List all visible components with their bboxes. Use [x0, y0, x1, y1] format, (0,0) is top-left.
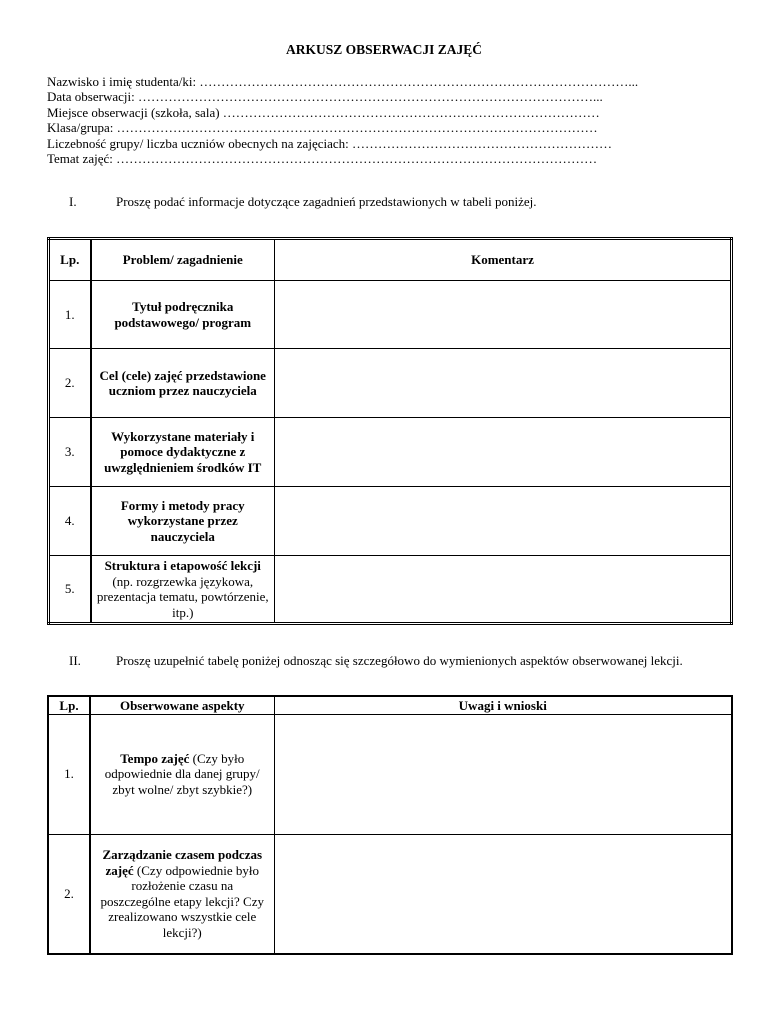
form-fields	[47, 74, 638, 166]
header-remarks: Uwagi i wnioski	[274, 696, 732, 714]
table-row	[49, 556, 732, 624]
row-number: 4.	[49, 487, 91, 556]
row-number: 2.	[49, 349, 91, 418]
remarks-cell[interactable]	[274, 714, 732, 834]
row-topic	[91, 487, 275, 556]
table-row	[48, 834, 732, 954]
row-aspect-bold: Zarządzanie czasem podczas zajęć	[102, 847, 263, 878]
comment-cell[interactable]	[275, 487, 732, 556]
row-topic	[91, 349, 275, 418]
field-observation-place[interactable]: Miejsce obserwacji (szkoła, sala) ……………………………………………………………………………	[47, 104, 600, 120]
section1-instruction: Proszę podać informacje dotyczące zagadnień przedstawionych w tabeli poniżej.	[116, 194, 537, 209]
table-row	[49, 281, 732, 349]
header-lp: Lp.	[49, 239, 91, 281]
comment-cell[interactable]	[275, 556, 732, 624]
field-student-name[interactable]: Nazwisko i imię studenta/ki: ………………………………………………………………………………………...	[47, 74, 639, 89]
row-aspect	[90, 714, 274, 834]
field-observation-date[interactable]: Data obserwacji: ……………………………………………………………………………………………...	[47, 89, 603, 105]
table-header-row	[49, 239, 732, 281]
header-problem: Problem/ zagadnienie	[91, 239, 275, 281]
row-number: 1.	[49, 281, 91, 349]
row-number: 1.	[48, 714, 90, 834]
row-aspect-normal: (Czy było odpowiednie dla danej grupy/ zbyt wolne/ zbyt szybkie?)	[104, 750, 260, 797]
comment-cell[interactable]	[275, 349, 732, 418]
comment-cell[interactable]	[275, 418, 732, 487]
row-topic-bold: Wykorzystane materiały i pomoce dydaktyczne z uwzględnieniem środków IT	[104, 428, 262, 475]
field-class-group[interactable]: Klasa/grupa: …………………………………………………………………………………………………	[47, 120, 598, 136]
section1-number: I.	[69, 194, 77, 209]
row-aspect	[90, 834, 274, 954]
section2-number: II.	[69, 653, 81, 668]
observation-table-1	[47, 237, 733, 625]
row-aspect-normal: (Czy odpowiednie było rozłożenie czasu na poszczególne etapy lekcji? Czy zrealizowano wszystkie cele lekcji?)	[100, 862, 264, 940]
row-topic	[91, 556, 275, 624]
header-comment: Komentarz	[275, 239, 732, 281]
field-lesson-topic[interactable]: Temat zajęć: …………………………………………………………………………………………………	[47, 150, 598, 166]
remarks-cell[interactable]	[274, 834, 732, 954]
row-topic-bold: Cel (cele) zajęć przedstawione uczniom przez nauczyciela	[99, 367, 266, 398]
row-topic-bold: Struktura i etapowość lekcji	[104, 558, 261, 573]
row-topic-bold: Tytuł podręcznika podstawowego/ program	[114, 299, 252, 330]
table-row	[49, 418, 732, 487]
row-topic	[91, 281, 275, 349]
row-aspect-bold: Tempo zajęć	[120, 750, 190, 766]
header-lp: Lp.	[48, 696, 90, 714]
row-topic-normal: (np. rozgrzewka językowa, prezentacja tematu, powtórzenie, itp.)	[96, 573, 269, 620]
section2-instruction: Proszę uzupełnić tabelę poniżej odnosząc się szczegółowo do wymienionych aspektów obserwowanej lekcji.	[116, 653, 683, 668]
table-row	[48, 714, 732, 834]
row-topic-bold: Formy i metody pracy wykorzystane przez nauczyciela	[120, 497, 245, 544]
row-topic	[91, 418, 275, 487]
row-number: 5.	[49, 556, 91, 624]
header-aspects: Obserwowane aspekty	[90, 696, 274, 714]
table-row	[49, 487, 732, 556]
comment-cell[interactable]	[275, 281, 732, 349]
row-number: 3.	[49, 418, 91, 487]
row-number: 2.	[48, 834, 90, 954]
observation-table-2	[47, 695, 733, 955]
document-title: ARKUSZ OBSERWACJI ZAJĘĆ	[285, 42, 483, 57]
table-header-row	[48, 696, 732, 714]
field-group-size[interactable]: Liczebność grupy/ liczba uczniów obecnych na zajęciach: ……………………………………………………	[47, 135, 612, 151]
table-row	[49, 349, 732, 418]
